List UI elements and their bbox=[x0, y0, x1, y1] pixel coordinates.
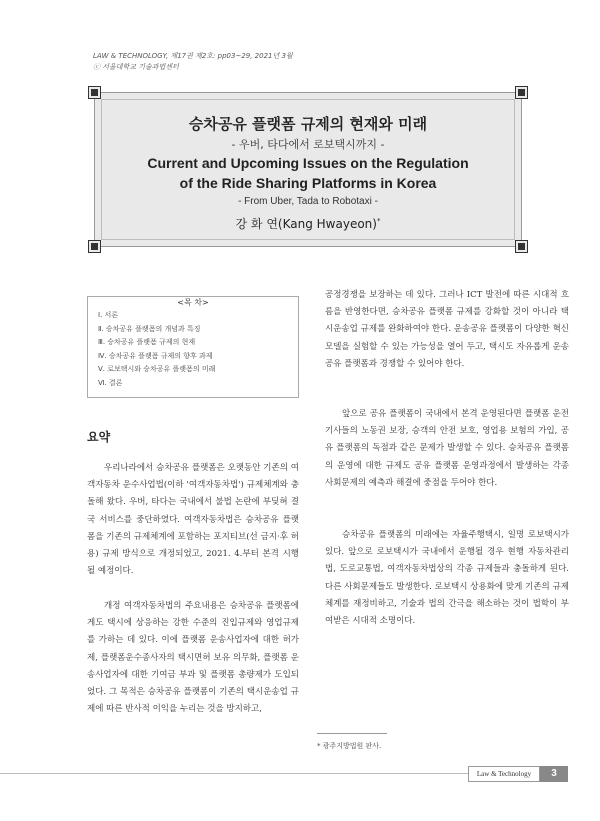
publisher-line: ⓒ 서울대학교 기술과법센터 bbox=[93, 63, 179, 71]
footer-journal-label: Law & Technology bbox=[468, 766, 540, 782]
footnote-rule bbox=[317, 733, 387, 734]
title-english-line2: of the Ride Sharing Platforms in Korea bbox=[179, 175, 437, 191]
title-english-line1: Current and Upcoming Issues on the Regulation bbox=[147, 155, 469, 171]
author-footnote-mark: * bbox=[376, 217, 381, 225]
journal-header: LAW & TECHNOLOGY, 제17권 제2호: pp03~29, 2021년 3월 bbox=[93, 52, 293, 60]
toc-item: Ⅵ. 결론 bbox=[98, 378, 123, 387]
title-korean: 승차공유 플랫폼 규제의 현재와 미래 bbox=[188, 115, 428, 133]
abstract-paragraph: 앞으로 공유 플랫폼이 국내에서 본격 운영된다면 플랫폼 운전기사들의 노동권 보장, 승객의 안전 보호, 영업용 보험의 가입, 공유 플랫폼의 독점과 같은 문제가 발생할 수 있다. 승차공유 플랫폼의 운영에 대한 규제도 공유 플랫폼 운영과정에서 발생하는 각종 사회문제의 예측과 해결에 중점을 두어야 한다. bbox=[325, 409, 569, 488]
subtitle-english: - From Uber, Tada to Robotaxi - bbox=[238, 196, 378, 207]
abstract-heading: 요약 bbox=[87, 430, 111, 444]
toc-heading: <목 차> bbox=[171, 298, 214, 307]
toc-list bbox=[98, 309, 215, 390]
page-number: 3 bbox=[540, 766, 568, 782]
footer-rule bbox=[0, 773, 468, 774]
corner-ornament bbox=[516, 241, 527, 252]
corner-ornament bbox=[89, 87, 100, 98]
author-name: 강 화 연(Kang Hwayeon) bbox=[235, 217, 377, 231]
toc-heading-wrap bbox=[88, 290, 298, 309]
toc-item: Ⅴ. 로보택시와 승차공유 플랫폼의 미래 bbox=[98, 365, 216, 373]
abstract-paragraph: 우리나라에서 승차공유 플랫폼은 오랫동안 기존의 여객자동차 운수사업법(이하 '여객자동차법') 규제체계와 충돌해 왔다. 우버, 타다는 국내에서 불법 논란에 부딪혀 결국 서비스를 중단하였다. 여객자동차법은 승차공유 플랫폼을 기존의 규제체계에 포함하는 포지티브(선 금지·후 허용) 규제 방식으로 개정되었고, 2021. 4.부터 본격 시행될 예정이다. bbox=[87, 463, 299, 577]
footnote: * 광주지방법원 판사. bbox=[317, 742, 382, 750]
toc-item: Ⅱ. 승차공유 플랫폼의 개념과 특징 bbox=[98, 324, 201, 333]
abstract-paragraph: 개정 여객자동차법의 주요내용은 승차공유 플랫폼에게도 택시에 상응하는 강한 수준의 진입규제와 영업규제를 가하는 데 있다. 이에 플랫폼 운송사업자에 대한 허가제, 플랫폼운수종사자의 택시면허 보유 의무화, 플랫폼 운송사업자에 대한 기여금 부과 및 플랫폼 총량제가 도입되었다. 그 목적은 승차공유 플랫폼이 기존의 택시운송업 규제에 따른 반사적 이익을 누리는 것을 방지하고, bbox=[87, 601, 299, 715]
subtitle-korean: - 우버, 타다에서 로보택시까지 - bbox=[231, 138, 385, 151]
corner-ornament bbox=[89, 241, 100, 252]
abstract-paragraph: 공정경쟁을 보장하는 데 있다. 그러나 ICT 발전에 따른 시대적 흐름을 반영한다면, 승차공유 플랫폼 규제를 강화할 것이 아니라 택시운송업 규제를 완화하여야 한다. 운송공유 플랫폼이 다양한 혁신 모델을 실험할 수 있는 가능성을 열어 두고, 택시도 자유롭게 운송공유 플랫폼과 경쟁할 수 있어야 한다. bbox=[325, 290, 569, 369]
title-box bbox=[94, 92, 522, 247]
abstract-paragraph: 승차공유 플랫폼의 미래에는 자율주행택시, 일명 로보택시가 있다. 앞으로 로보택시가 국내에서 운행될 경우 현행 자동차관리법, 도로교통법, 여객자동차법상의 각종 규제들과 충돌하게 된다. 다른 사회문제들도 발생한다. 로보택시 상용화에 맞게 기존의 규제체계를 재정비하고, 기술과 법의 간극을 해소하는 것이 법학이 부여받은 시대적 소명이다. bbox=[325, 530, 569, 627]
table-of-contents bbox=[87, 296, 299, 398]
toc-item: Ⅲ. 승차공유 플랫폼 규제의 현재 bbox=[98, 338, 196, 346]
author-line bbox=[95, 215, 521, 232]
page-footer bbox=[0, 764, 600, 784]
toc-item: Ⅳ. 승차공유 플랫폼 규제의 향후 과제 bbox=[98, 351, 213, 360]
toc-item: Ⅰ. 서론 bbox=[98, 311, 119, 319]
corner-ornament bbox=[516, 87, 527, 98]
